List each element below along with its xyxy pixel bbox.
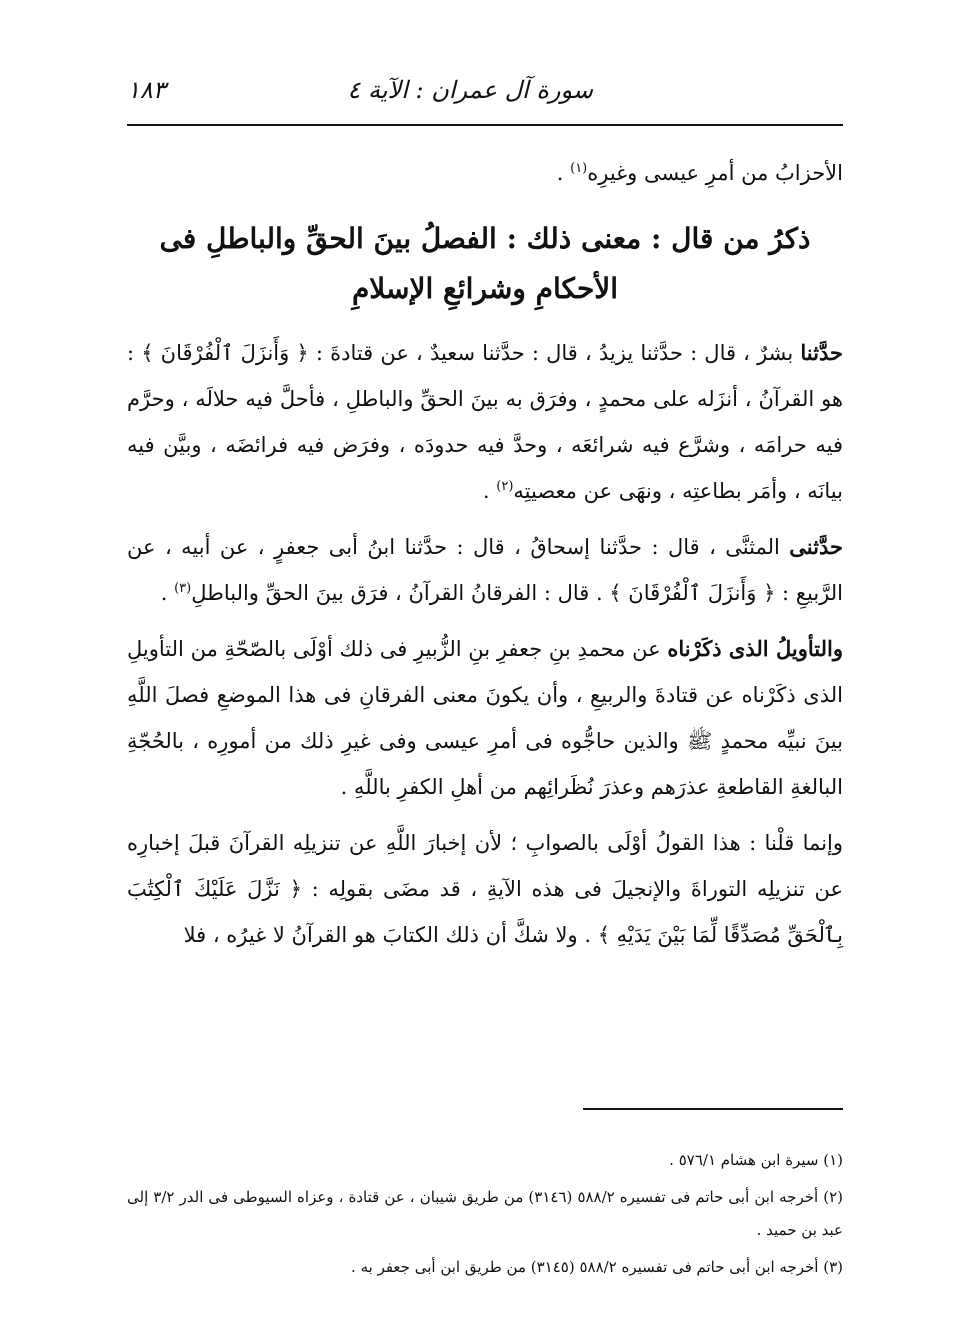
footnote-2: (٢) أخرجه ابن أبى حاتم فى تفسيره ٥٨٨/٢ (٣١٤٦) من طريق شيبان ، عن قتادة ، وعزاه السيوطى فى الدر ٣/٢ إلى عبد بن حميد . (127, 1188, 843, 1239)
section-heading: ذكرُ من قال : معنى ذلك : الفصلُ بينَ الحقِّ والباطلِ فى الأحكامِ وشرائعِ الإسلامِ (159, 222, 811, 305)
paragraph-3-lead: والتأويلُ الذى ذكَرْناه (667, 636, 843, 661)
paragraph-1-end: . (482, 479, 497, 503)
footnote-mark-2: (٢) (496, 479, 514, 494)
paragraph-3-text: عن محمدِ بنِ جعفرِ بنِ الزُّبيرِ فى ذلك أوْلَى بالصّحّةِ من التأويلِ الذى ذكَرْناه عن قتادةَ والربيعِ ، وأن يكونَ معنى الفرقانِ فى هذا الموضعِ فصلَ اللَّهِ بينَ نبيِّه محمدٍ ﷺ والذين حاجُّوه فى أمرِ عيسى وفى غيرِ ذلك من أمورِه ، بالحُجّةِ البالغةِ القاطعةِ عذرَهم وعذرَ نُظَرائِهم من أهلِ الكفرِ باللَّهِ . (127, 637, 843, 799)
page-body (127, 150, 843, 958)
intro-line (127, 150, 843, 196)
footnotes (127, 1144, 843, 1284)
page-header (127, 72, 843, 120)
footnote-mark-1: (١) (570, 161, 588, 176)
footnote-1: (١) سيرة ابن هشام ٥٧٦/١ . (669, 1151, 843, 1169)
footnote-rule (583, 1108, 843, 1110)
paragraph-4 (127, 820, 843, 958)
paragraph-2-end: . (160, 581, 175, 605)
paragraph-1 (127, 330, 843, 514)
intro-text: الأحزابُ من أمرِ عيسى وغيرِه (587, 161, 843, 185)
paragraph-4-text: وإنما قلْنا : هذا القولُ أوْلَى بالصوابِ ؛ لأن إخبارَ اللَّهِ عن تنزيلِه القرآنَ قبلَ إخبارِه عن تنزيلِه التوراةَ والإنجيلَ فى هذه الآيةِ ، قد مضَى بقولِه : ﴿ نَزَّلَ عَلَيْكَ ٱلْكِتَٰبَ بِٱلْحَقِّ مُصَدِّقًا لِّمَا بَيْنَ يَدَيْهِ ﴾ . ولا شكَّ أن ذلك الكتابَ هو القرآنُ لا غيرُه ، فلا (127, 831, 843, 947)
paragraph-1-lead: حدَّثنا (800, 340, 843, 365)
paragraph-3 (127, 626, 843, 810)
header-rule (127, 124, 843, 126)
paragraph-2-text: المثنَّى ، قال : حدَّثنا إسحاقُ ، قال : حدَّثنا ابنُ أبى جعفرٍ ، عن أبيه ، عن الرَّبيعِ : ﴿ وَأَنزَلَ ٱلْفُرْقَانَ ﴾ . قال : الفرقانُ القرآنُ ، فرَق بينَ الحقِّ والباطلِ (127, 535, 843, 605)
paragraph-2-lead: حدَّثنى (789, 534, 843, 559)
paragraph-1-text: بشرٌ ، قال : حدَّثنا يزيدُ ، قال : حدَّثنا سعيدٌ ، عن قتادةَ : ﴿ وَأَنزَلَ ٱلْفُرْقَانَ ﴾ : هو القرآنُ ، أنزَله على محمدٍ ، وفرَق به بينَ الحقِّ والباطلِ ، فأحلَّ فيه حلالَه ، وحرَّم فيه حرامَه ، وشرَّع فيه شرائعَه ، وحدَّ فيه حدودَه ، وفرَض فيه فرائضَه ، وبيَّن فيه بيانَه ، وأمَر بطاعتِه ، ونهَى عن معصيتِه (127, 341, 843, 503)
running-title: سورة آل عمران : الآية ٤ (347, 76, 593, 104)
footnote-3: (٣) أخرجه ابن أبى حاتم فى تفسيره ٥٨٨/٢ (٣١٤٥) من طريق ابن أبى جعفر به . (351, 1258, 843, 1276)
paragraph-2 (127, 524, 843, 616)
intro-end: . (556, 161, 571, 185)
page-number: ١٨٣ (127, 76, 166, 104)
footnote-mark-3: (٣) (174, 581, 192, 596)
